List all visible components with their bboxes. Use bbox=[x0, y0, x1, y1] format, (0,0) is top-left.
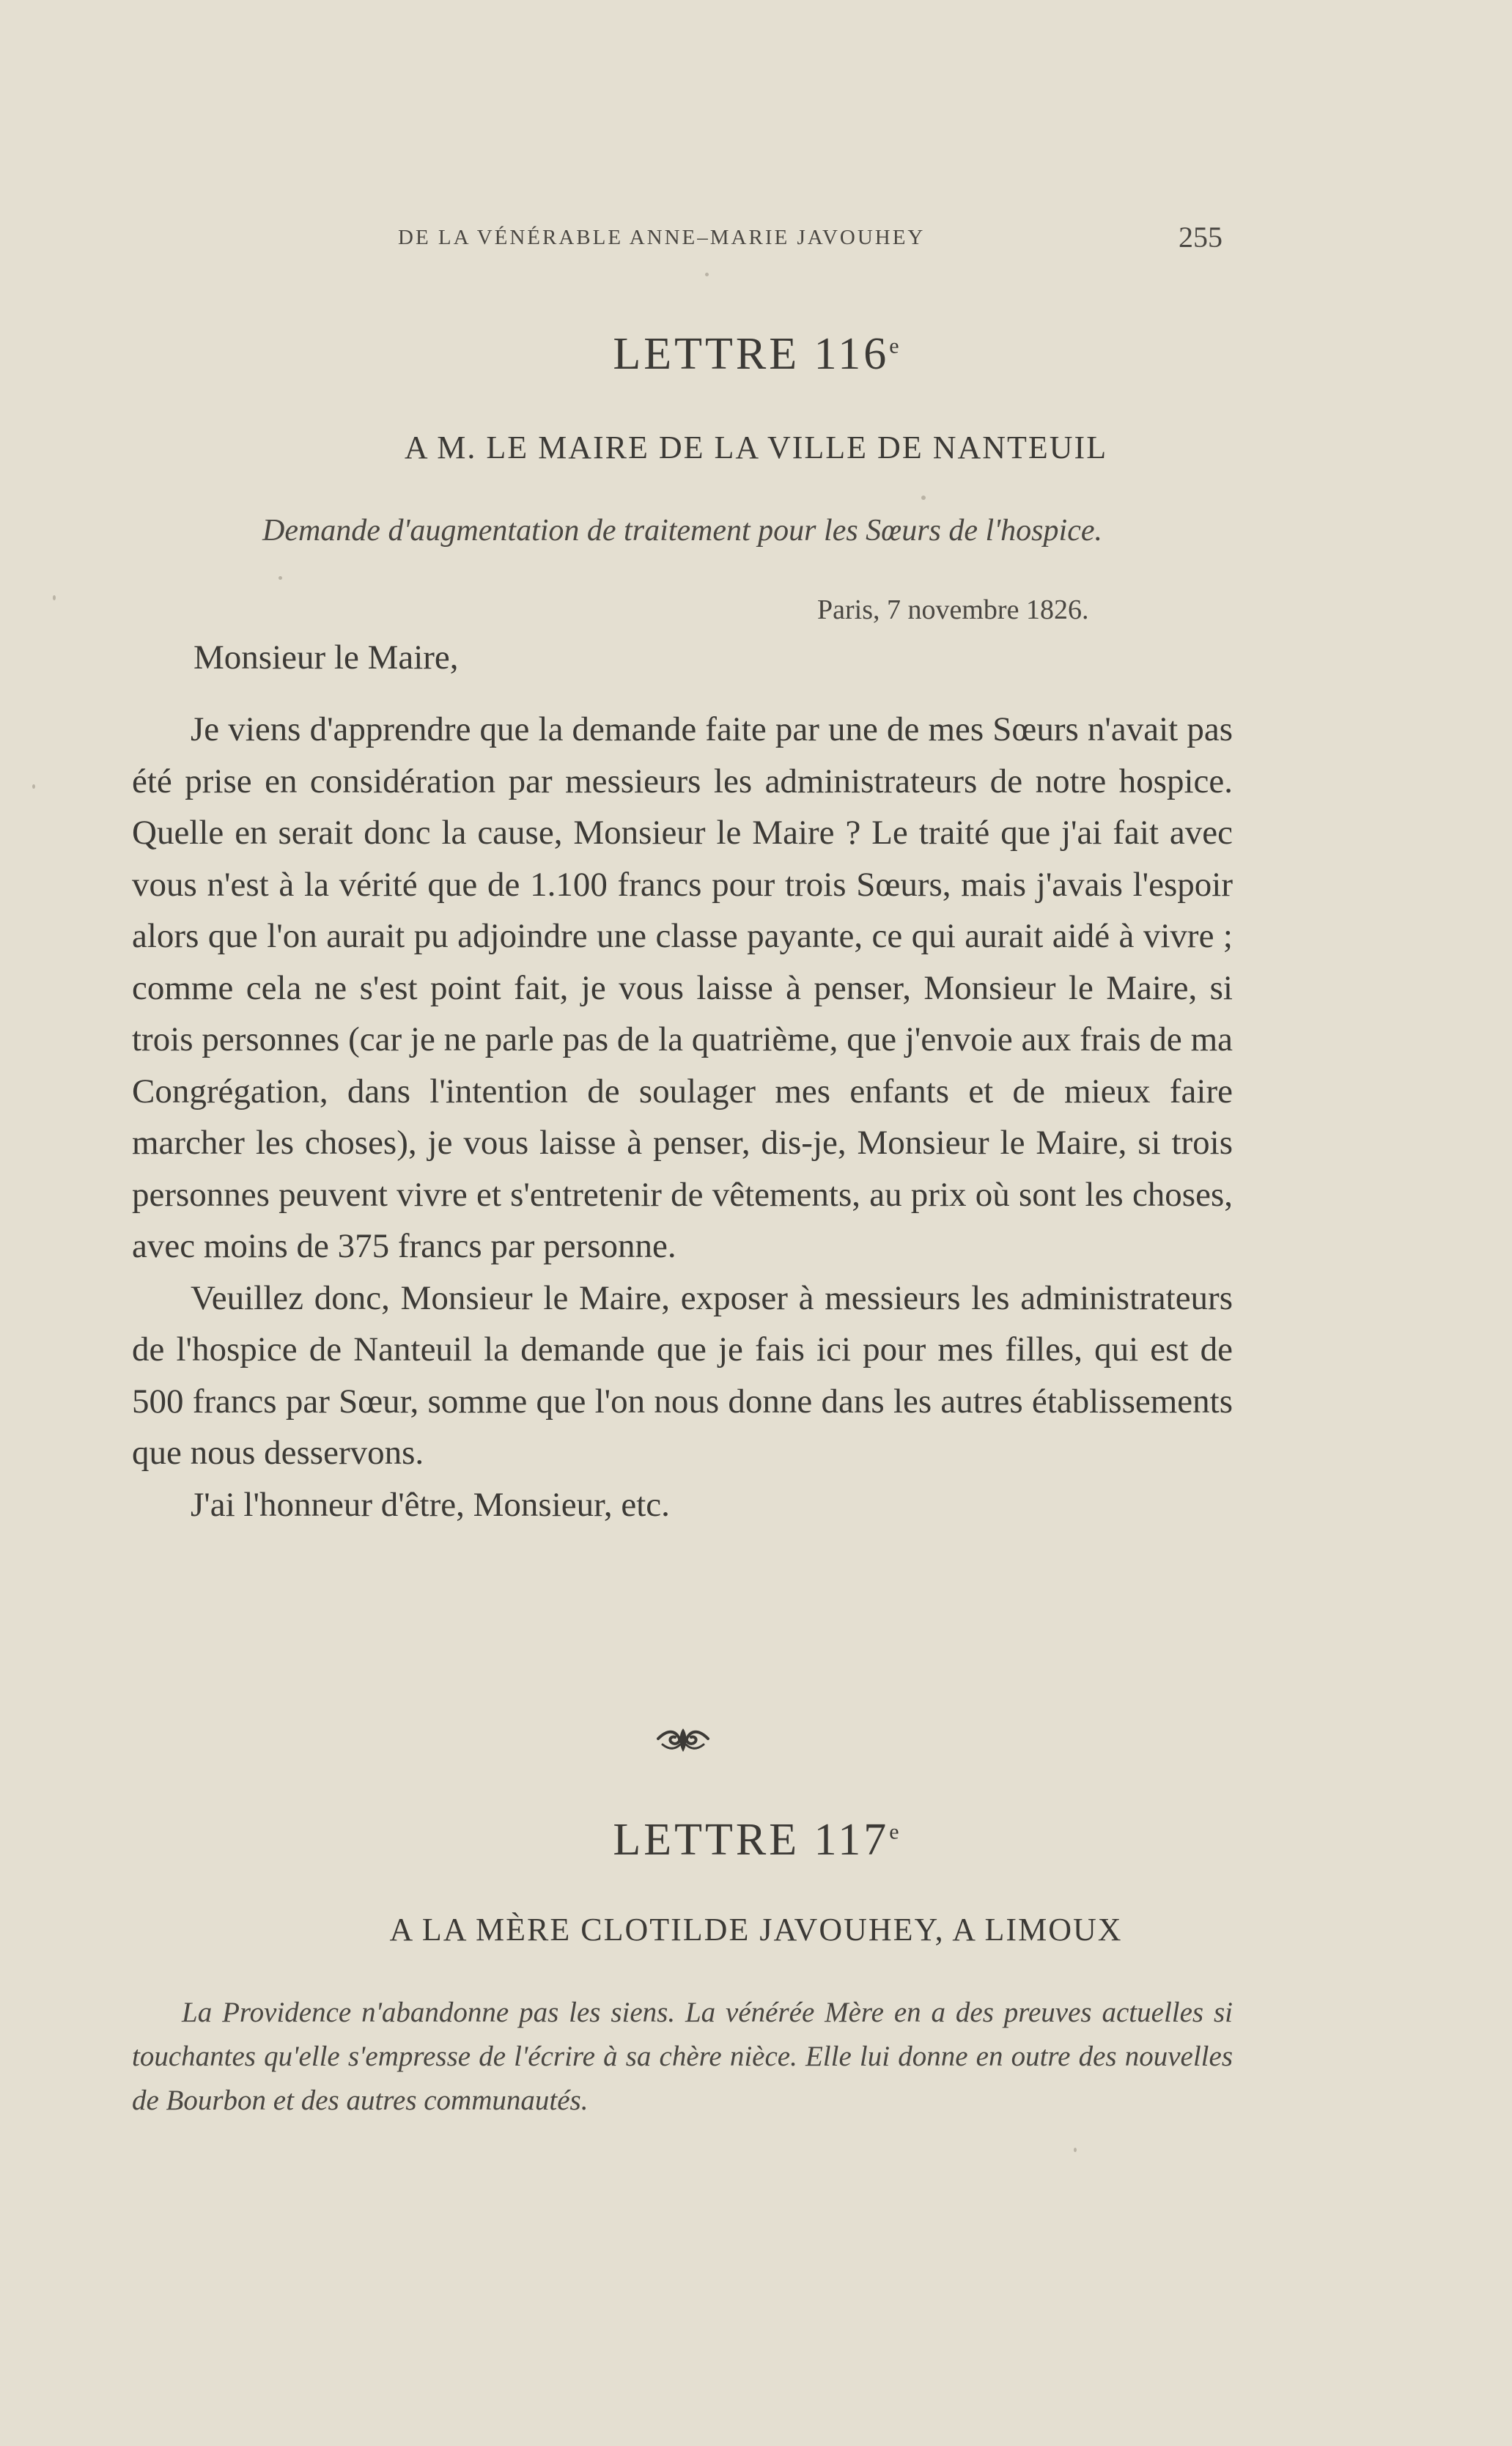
letter-116-subtitle: Demande d'augmentation de traitement pour les Sœurs de l'hospice. bbox=[262, 514, 1102, 548]
page-number: 255 bbox=[1179, 221, 1222, 254]
letter-116-dateline: Paris, 7 novembre 1826. bbox=[817, 594, 1089, 625]
letter-117-title-suffix: e bbox=[889, 1819, 899, 1844]
paper-speck bbox=[32, 784, 35, 789]
letter-117-summary bbox=[132, 1991, 1233, 2123]
letter-116-title-suffix: e bbox=[889, 334, 899, 358]
paper-speck bbox=[921, 496, 926, 500]
letter-116-recipient: A M. LE MAIRE DE LA VILLE DE NANTEUIL bbox=[404, 430, 1108, 465]
letter-117-summary-text: La Providence n'abandonne pas les siens. La vénérée Mère en a des preuves actuelles si touchantes qu'elle s'empresse de l'écrire à sa chère nièce. Elle lui donne en outre des nouvelles de Bourbon et des autres communautés. bbox=[132, 1997, 1233, 2116]
paper-speck bbox=[1074, 2148, 1077, 2152]
paper-speck bbox=[279, 576, 282, 580]
letter-116-title-text: LETTRE 116 bbox=[613, 329, 890, 379]
letter-117-recipient: A LA MÈRE CLOTILDE JAVOUHEY, A LIMOUX bbox=[389, 1912, 1123, 1948]
running-head: DE LA VÉNÉRABLE ANNE–MARIE JAVOUHEY bbox=[398, 226, 926, 249]
letter-116-paragraph-3: J'ai l'honneur d'être, Monsieur, etc. bbox=[191, 1485, 670, 1524]
paper-speck bbox=[705, 273, 709, 276]
paper-speck bbox=[53, 595, 56, 600]
letter-116-body bbox=[132, 704, 1233, 1530]
letter-117-title-text: LETTRE 117 bbox=[613, 1815, 890, 1865]
fleuron-icon bbox=[654, 1723, 712, 1756]
letter-116-title bbox=[0, 328, 1512, 380]
letter-116-salutation: Monsieur le Maire, bbox=[193, 638, 459, 677]
letter-116-paragraph-2: Veuillez donc, Monsieur le Maire, exposer à messieurs les administrateurs de l'hospice de Nanteuil la demande que je fais ici pour mes filles, qui est de 500 francs par Sœur, somme que l'on nous donne dans les autres établissements que nous desservons. bbox=[132, 1278, 1233, 1472]
letter-117-title bbox=[0, 1814, 1512, 1866]
letter-116-paragraph-1: Je viens d'apprendre que la demande faite par une de mes Sœurs n'avait pas été prise en considération par messieurs les administrateurs de notre hospice. Quelle en serait donc la cause, Monsieur le Maire ? Le traité que j'ai fait avec vous n'est à la vérité que de 1.100 francs pour trois Sœurs, mais j'avais l'espoir alors que l'on aurait pu adjoindre une classe payante, ce qui aurait aidé à vivre ; comme cela ne s'est point fait, je vous laisse à penser, Monsieur le Maire, si trois personnes (car je ne parle pas de la quatrième, que j'envoie aux frais de ma Congrégation, dans l'intention de soulager mes enfants et de mieux faire marcher les choses), je vous laisse à penser, dis-je, Monsieur le Maire, si trois personnes peuvent vivre et s'entretenir de vêtements, au prix où sont les choses, avec moins de 375 francs par personne. bbox=[132, 710, 1233, 1265]
